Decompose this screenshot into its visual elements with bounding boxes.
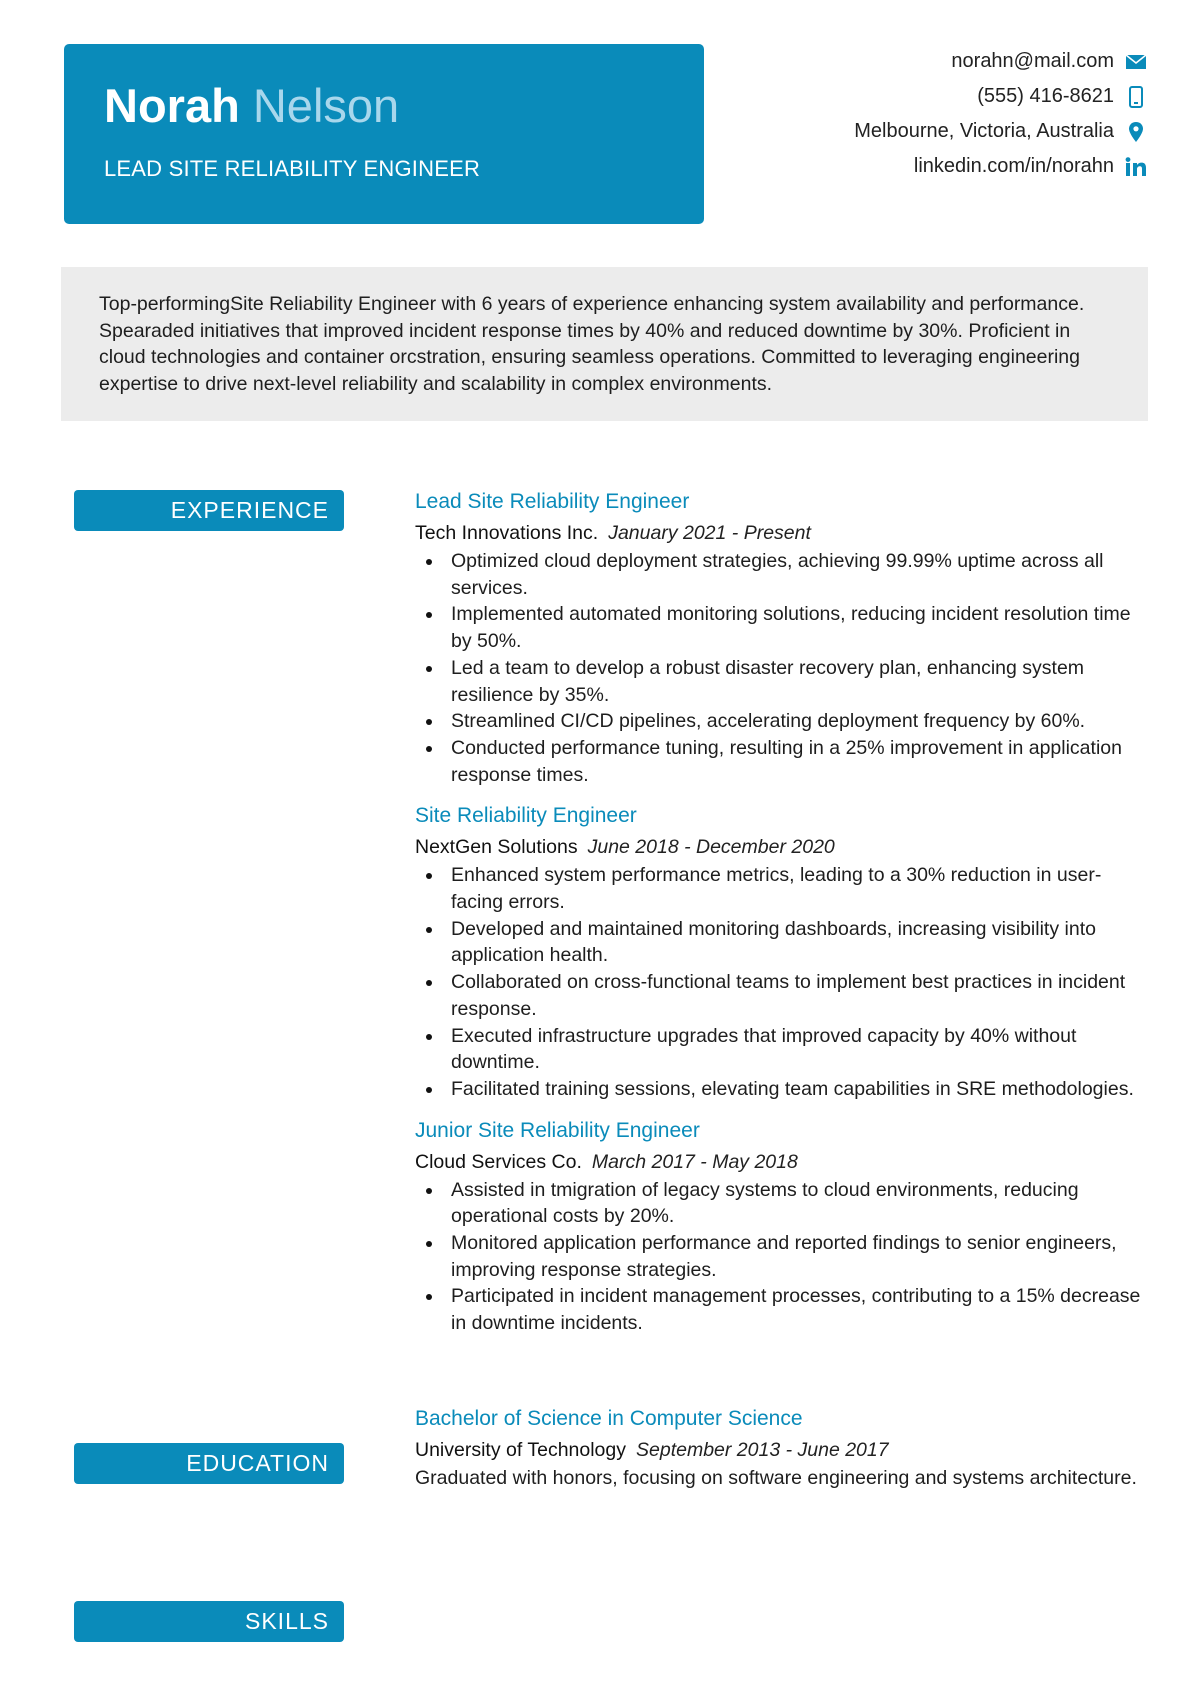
job-entry	[415, 488, 1150, 788]
first-name: Norah	[104, 79, 240, 132]
phone-icon	[1122, 86, 1150, 108]
list-item: Enhanced system performance metrics, leading to a 30% reduction in user-facing errors.	[415, 862, 1150, 915]
list-item: Participated in incident management processes, contributing to a 15% decrease in downtime incidents.	[415, 1283, 1150, 1336]
job-meta	[415, 519, 1150, 547]
email-text[interactable]: norahn@mail.com	[951, 50, 1114, 72]
job-dates: June 2018 - December 2020	[587, 836, 835, 859]
job-meta	[415, 1148, 1150, 1176]
list-item: Optimized cloud deployment strategies, achieving 99.99% uptime across all services.	[415, 548, 1150, 601]
contact-location	[854, 114, 1150, 149]
job-bullets	[415, 548, 1150, 788]
linkedin-icon	[1122, 157, 1150, 177]
list-item: Monitored application performance and reported findings to senior engineers, improving response strategies.	[415, 1230, 1150, 1283]
phone-text[interactable]: (555) 416-8621	[977, 85, 1114, 107]
list-item: Developed and maintained monitoring dashboards, increasing visibility into application health.	[415, 916, 1150, 969]
contact-linkedin[interactable]	[854, 149, 1150, 184]
list-item: Led a team to develop a robust disaster recovery plan, enhancing system resilience by 35%.	[415, 655, 1150, 708]
education-description: Graduated with honors, focusing on software engineering and systems architecture.	[415, 1467, 1137, 1489]
job-title: Lead Site Reliability Engineer	[415, 490, 690, 513]
job-meta	[415, 833, 1150, 861]
last-name: Nelson	[252, 79, 400, 132]
job-role-title: LEAD SITE RELIABILITY ENGINEER	[104, 156, 481, 181]
section-label-education: EDUCATION	[74, 1443, 344, 1484]
education-dates: September 2013 - June 2017	[636, 1439, 889, 1461]
company-name: Cloud Services Co.	[415, 1150, 582, 1173]
contact-phone[interactable]	[854, 79, 1150, 114]
location-pin-icon	[1122, 121, 1150, 143]
job-dates: January 2021 - Present	[608, 522, 811, 544]
candidate-name	[104, 80, 399, 132]
company-name: Tech Innovations Inc.	[415, 522, 599, 544]
header-banner	[64, 44, 704, 224]
list-item: Executed infrastructure upgrades that improved capacity by 40% without downtime.	[415, 1023, 1150, 1076]
list-item: Implemented automated monitoring solutions, reducing incident resolution time by 50%.	[415, 601, 1150, 654]
list-item: Conducted performance tuning, resulting in a 25% improvement in application response times.	[415, 735, 1150, 788]
section-label-skills: SKILLS	[74, 1601, 344, 1642]
location-text: Melbourne, Victoria, Australia	[854, 120, 1114, 142]
list-item: Assisted in tmigration of legacy systems to cloud environments, reducing operational costs by 20%.	[415, 1177, 1150, 1230]
job-title: Junior Site Reliability Engineer	[415, 1118, 700, 1142]
school-name: University of Technology	[415, 1439, 626, 1461]
job-bullets	[415, 1177, 1150, 1337]
linkedin-text[interactable]: linkedin.com/in/norahn	[913, 155, 1114, 177]
list-item: Facilitated training sessions, elevating team capabilities in SRE methodologies.	[415, 1076, 1150, 1103]
education-meta	[415, 1436, 1150, 1464]
company-name: NextGen Solutions	[415, 836, 578, 859]
contact-block	[854, 44, 1150, 184]
job-title: Site Reliability Engineer	[415, 804, 637, 828]
contact-email[interactable]	[854, 44, 1150, 79]
education-entry	[415, 1405, 1150, 1492]
job-entry	[415, 1117, 1150, 1337]
job-dates: March 2017 - May 2018	[591, 1150, 798, 1173]
list-item: Streamlined CI/CD pipelines, accelerating deployment frequency by 60%.	[415, 708, 1150, 735]
professional-summary: Top-performingSite Reliability Engineer with 6 years of experience enhancing system availability and performance. Spearaded initiatives that improved incident response times by 40% and reduced downtime by 30%. Proficient in cloud technologies and container orcstration, ensuring seamless operations. Committed to leveraging engineering expertise to drive next-level reliability and scalability in complex environments.	[61, 267, 1148, 421]
envelope-icon	[1122, 54, 1150, 70]
experience-list	[415, 488, 1150, 1351]
degree-title: Bachelor of Science in Computer Science	[415, 1407, 803, 1430]
list-item: Collaborated on cross-functional teams to implement best practices in incident response.	[415, 969, 1150, 1022]
job-bullets	[415, 862, 1150, 1102]
section-label-experience: EXPERIENCE	[74, 490, 344, 531]
job-entry	[415, 802, 1150, 1102]
